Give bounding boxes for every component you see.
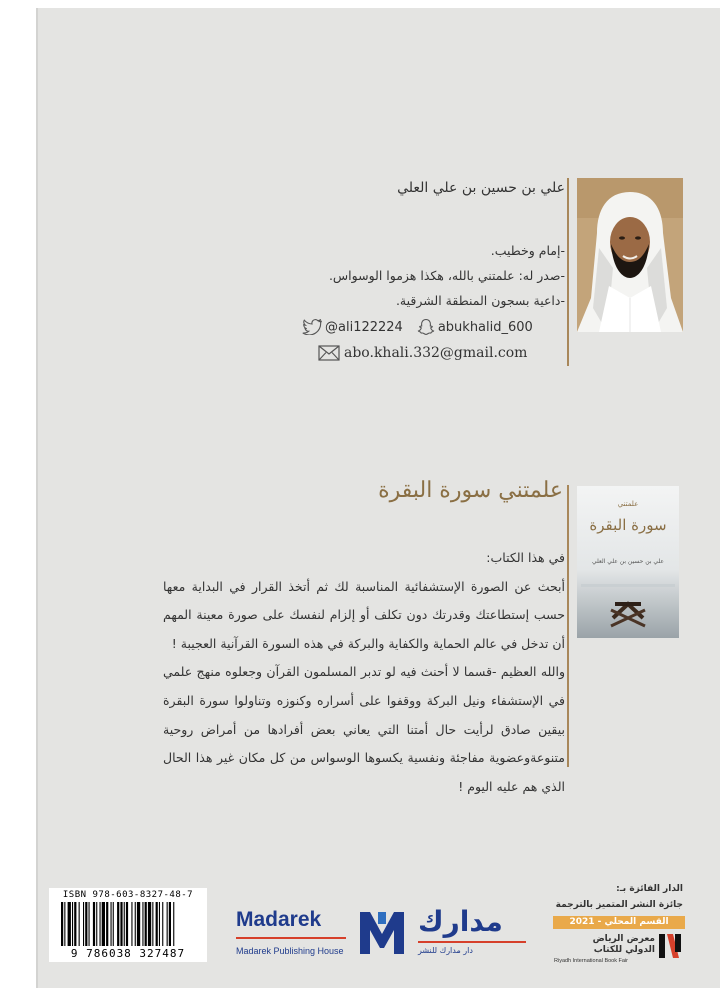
author-name: علي بن حسين بن علي العلي bbox=[397, 180, 565, 196]
publisher-subtitle-en: Madarek Publishing House bbox=[236, 946, 344, 956]
snapchat-icon bbox=[417, 318, 435, 336]
author-photo bbox=[577, 178, 683, 332]
email-icon bbox=[318, 345, 340, 361]
isbn-label: ISBN 978-603-8327-48-7 bbox=[62, 890, 194, 900]
barcode-digits: 9 786038 327487 bbox=[70, 947, 186, 960]
publisher-red-line bbox=[236, 937, 346, 939]
publisher-m-logo bbox=[358, 908, 406, 956]
publisher-name-ar: مدارك bbox=[418, 905, 503, 938]
book-title: علمتني سورة البقرة bbox=[378, 478, 563, 503]
book-fair-name-ar-2: الدولي للكتاب bbox=[593, 945, 655, 955]
isbn-barcode bbox=[49, 888, 207, 962]
email-text: abo.khali.332@gmail.com bbox=[344, 345, 528, 361]
bio-line: -صدر له: علمتني بالله، هكذا هزموا الوسواس. bbox=[328, 268, 565, 283]
author-bio bbox=[329, 238, 565, 313]
publisher-name-en: Madarek bbox=[236, 908, 322, 931]
book-divider bbox=[567, 485, 569, 767]
twitter-icon bbox=[302, 319, 322, 335]
spine-edge bbox=[36, 8, 38, 988]
book-thumbnail bbox=[577, 486, 679, 638]
book-fair-name-en: Riyadh International Book Fair bbox=[554, 958, 628, 964]
twitter-text: @ali122224 bbox=[325, 319, 403, 335]
thumb-title: سورة البقرة bbox=[589, 516, 667, 534]
book-fair-name-ar: معرض الرياض bbox=[592, 934, 655, 944]
author-divider bbox=[567, 178, 569, 366]
book-fair-logo bbox=[659, 934, 681, 964]
snapchat-text: abukhalid_600 bbox=[437, 319, 533, 335]
description-heading: في هذا الكتاب: bbox=[486, 550, 565, 565]
publisher-red-line-ar bbox=[418, 941, 526, 943]
award-prize: جائزة النشر المتميز بالترجمة bbox=[555, 900, 683, 910]
bio-line: -إمام وخطيب. bbox=[490, 243, 565, 258]
award-label: الدار الفائزة بـ: bbox=[616, 884, 683, 894]
publisher-subtitle-ar: دار مدارك للنشر bbox=[418, 946, 473, 955]
book-description bbox=[163, 544, 565, 801]
thumb-author: علي بن حسين بن علي العلي bbox=[592, 558, 664, 565]
description-paragraph: والله العظيم -قسما لا أحنث فيه لو تدبر المسلمون القرآن وجعلوه منهج علمي في الإستشفاء ونيل البركة ووقفوا على أسراره وكنوزه وتناولوا سورة البقرة بيقين صادق لرأيت حال أمتنا التي يعاني بعض أفرادها من أمراض روحية متنوعةوعضوية مفاجئة ونفسية يكسوها الوسواس من كل مكان غير هذا الحال الذي هم عليه اليوم ! bbox=[163, 664, 565, 794]
twitter-handle[interactable] bbox=[302, 319, 403, 335]
snapchat-handle[interactable] bbox=[417, 318, 533, 336]
bio-line: -داعية بسجون المنطقة الشرقية. bbox=[395, 293, 565, 308]
description-paragraph: أبحث عن الصورة الإستشفائية المناسبة لك ثم أتخذ القرار في البداية معها حسب إستطاعتك وقدرتك دون تكلف أو إلزام لنفسك على صورة معينة المهم أن تدخل في عالم الحماية والكفاية والبركة في هذه السورة القرآنية العجيبة ! bbox=[163, 578, 565, 651]
social-links bbox=[302, 316, 533, 338]
author-email[interactable] bbox=[318, 345, 527, 361]
thumb-small-top: علمتني bbox=[617, 500, 639, 508]
award-band: القسم المحلي - 2021 bbox=[553, 916, 685, 929]
